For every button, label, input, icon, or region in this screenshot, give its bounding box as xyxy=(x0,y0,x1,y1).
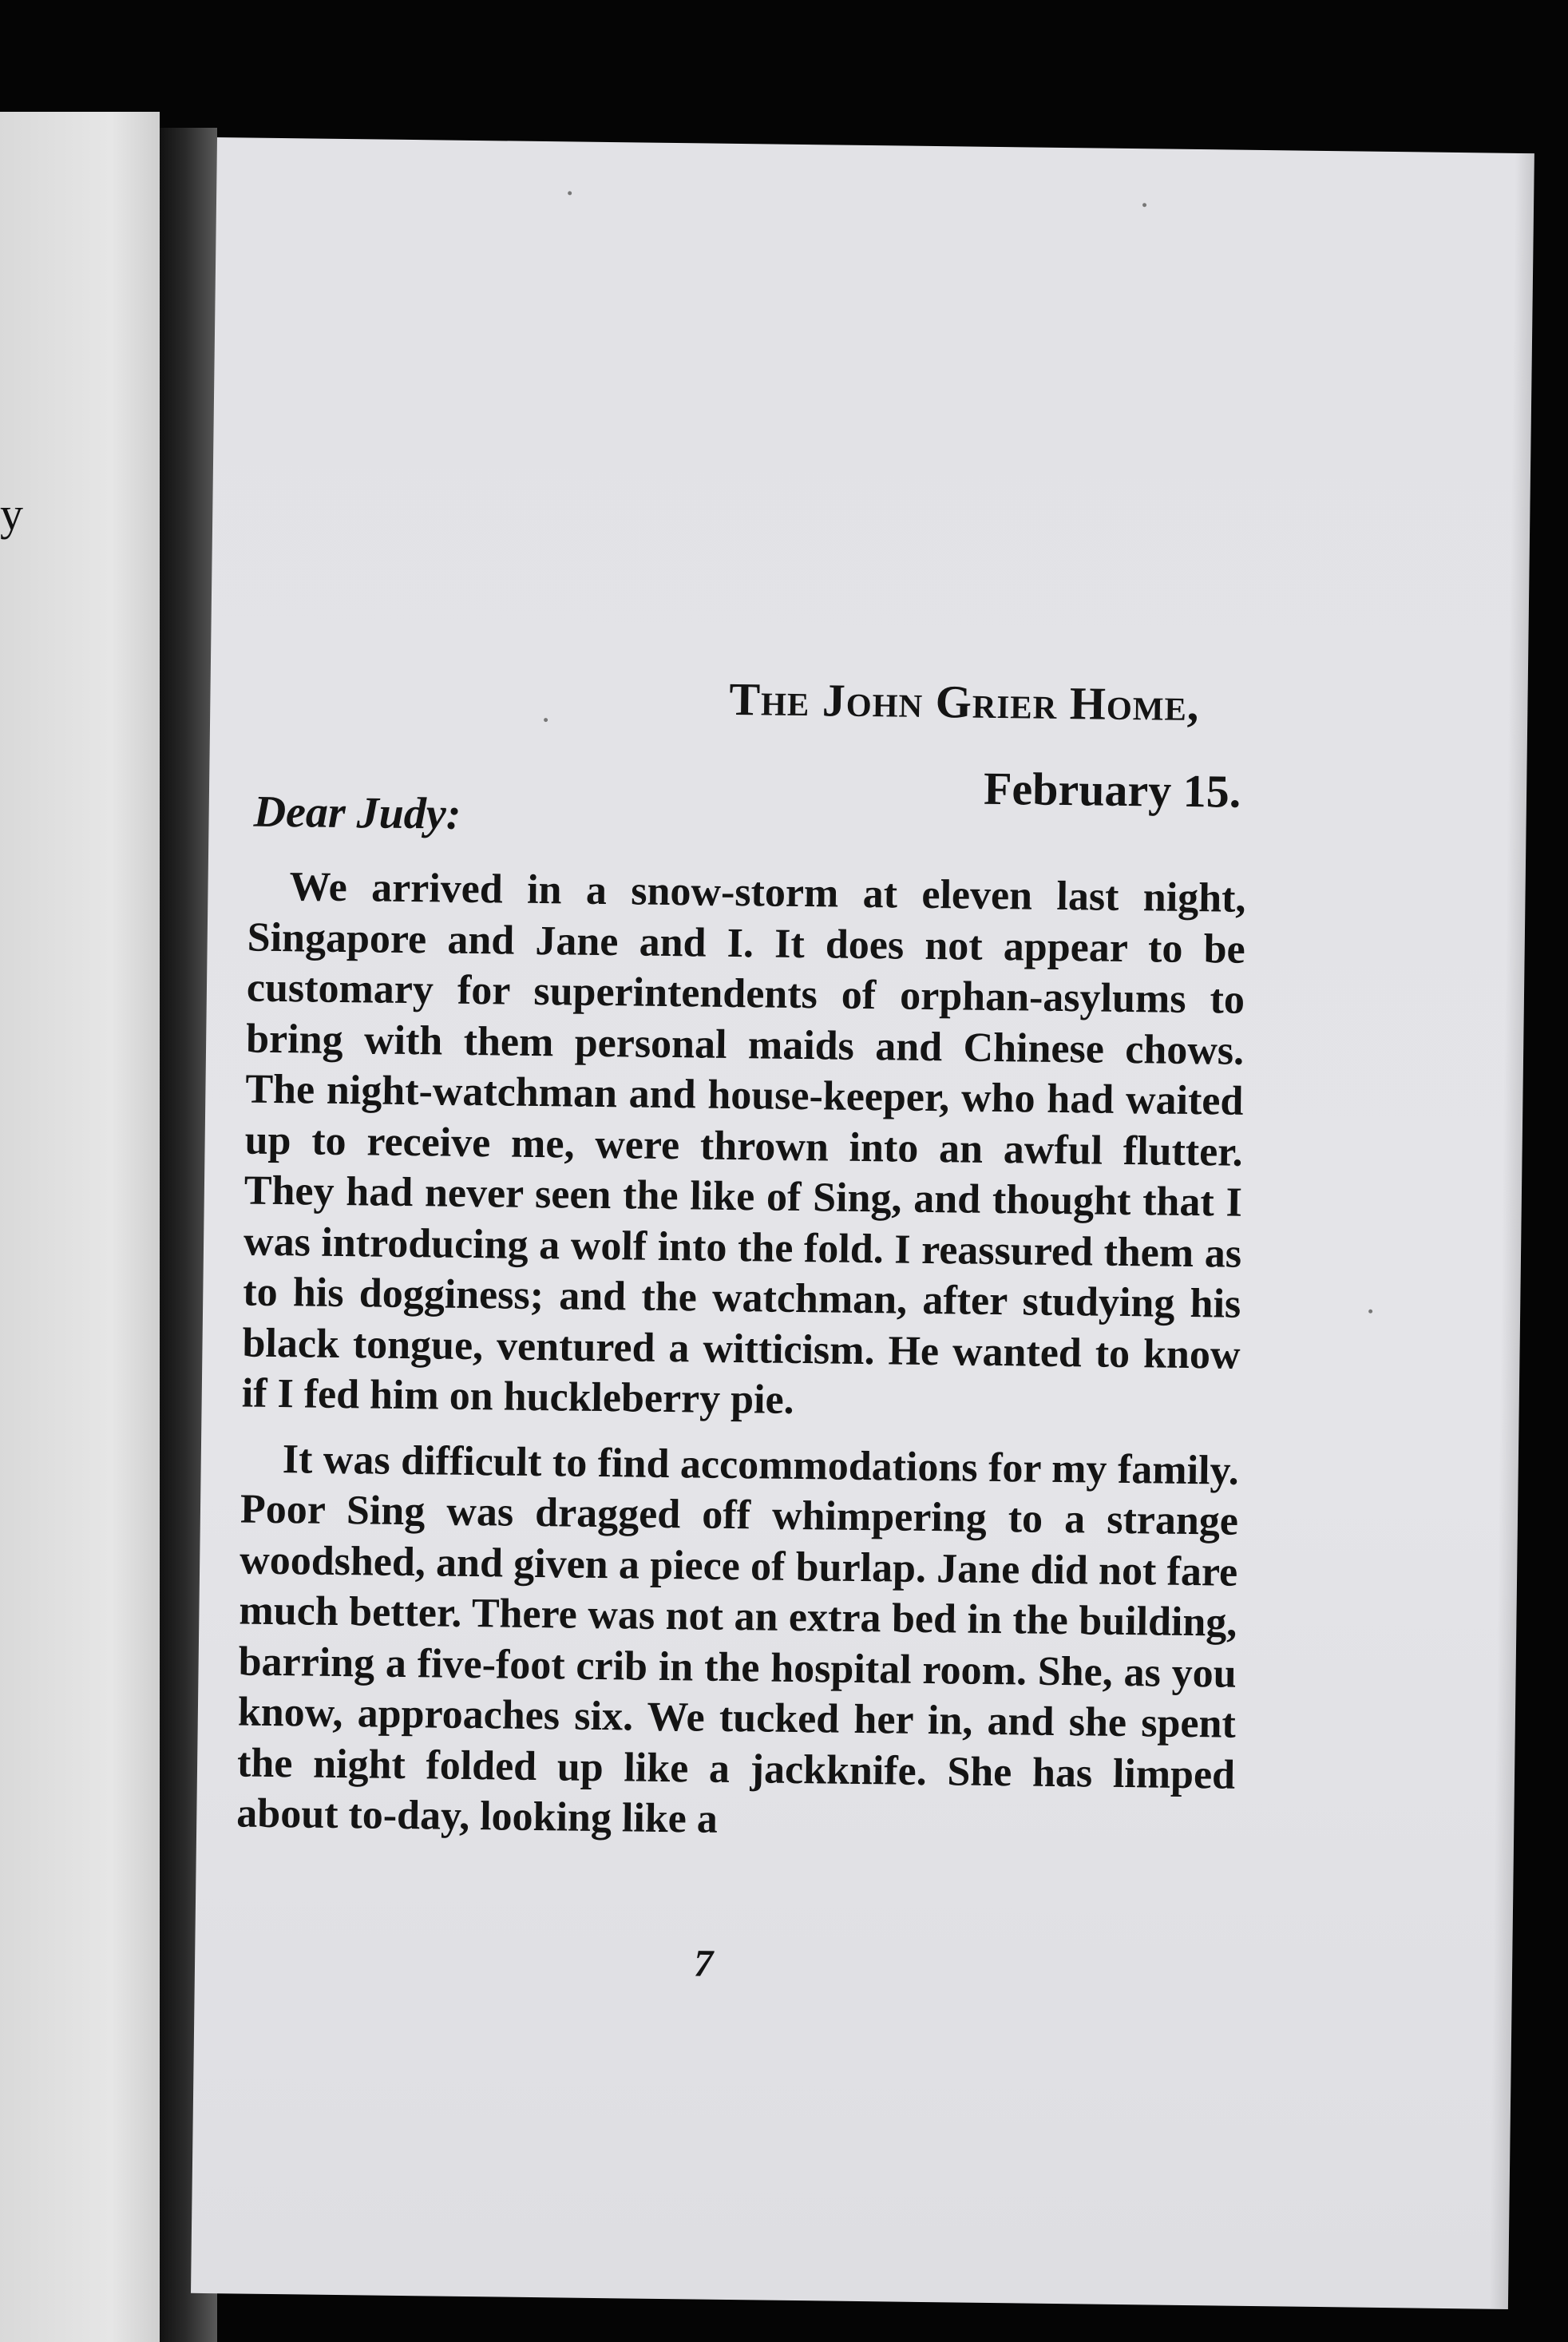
dust-speck xyxy=(1142,203,1146,207)
previous-page-edge-glyph: y xyxy=(0,488,23,540)
body-paragraph: We arrived in a snow-storm at eleven last night, Singapore and Jane and I. It does not appear to be customary for superintendents of orphan-asylums to bring with them personal maids and Chinese chows. The night-watchman and house-keeper, who had waited up to receive me, were thrown into an awful flutter. They had never seen the like of Sing, and thought that I was introducing a wolf into the fold. I reassured them as to his dogginess; and the watchman, after studying his black tongue, ventured a witticism. He wanted to know if I fed him on huckleberry pie. xyxy=(241,864,1246,1423)
page-edge-shadow xyxy=(1489,153,1534,2309)
dust-speck xyxy=(544,718,548,722)
letter-heading: The John Grier Home, xyxy=(729,672,1200,731)
dust-speck xyxy=(568,191,572,195)
letter-salutation: Dear Judy: xyxy=(253,787,461,839)
body-paragraph: It was difficult to find accommodations for my family. Poor Sing was dragged off whimpering to a strange woodshed, and given a piece of burlap. Jane did not fare much better. There was not an extra bed in the building, barring a five-foot crib in the hospital room. She, as you know, approaches six. We tucked her in, and she spent the night folded up like a jackknife. She has limped about to-day, looking like a xyxy=(236,1436,1240,1842)
letter-body xyxy=(236,862,1246,1866)
previous-page-edge xyxy=(0,112,160,2342)
dust-speck xyxy=(1368,1310,1372,1314)
page-number: 7 xyxy=(693,1942,714,1985)
letter-date: February 15. xyxy=(983,762,1241,818)
book-page xyxy=(191,137,1534,2309)
